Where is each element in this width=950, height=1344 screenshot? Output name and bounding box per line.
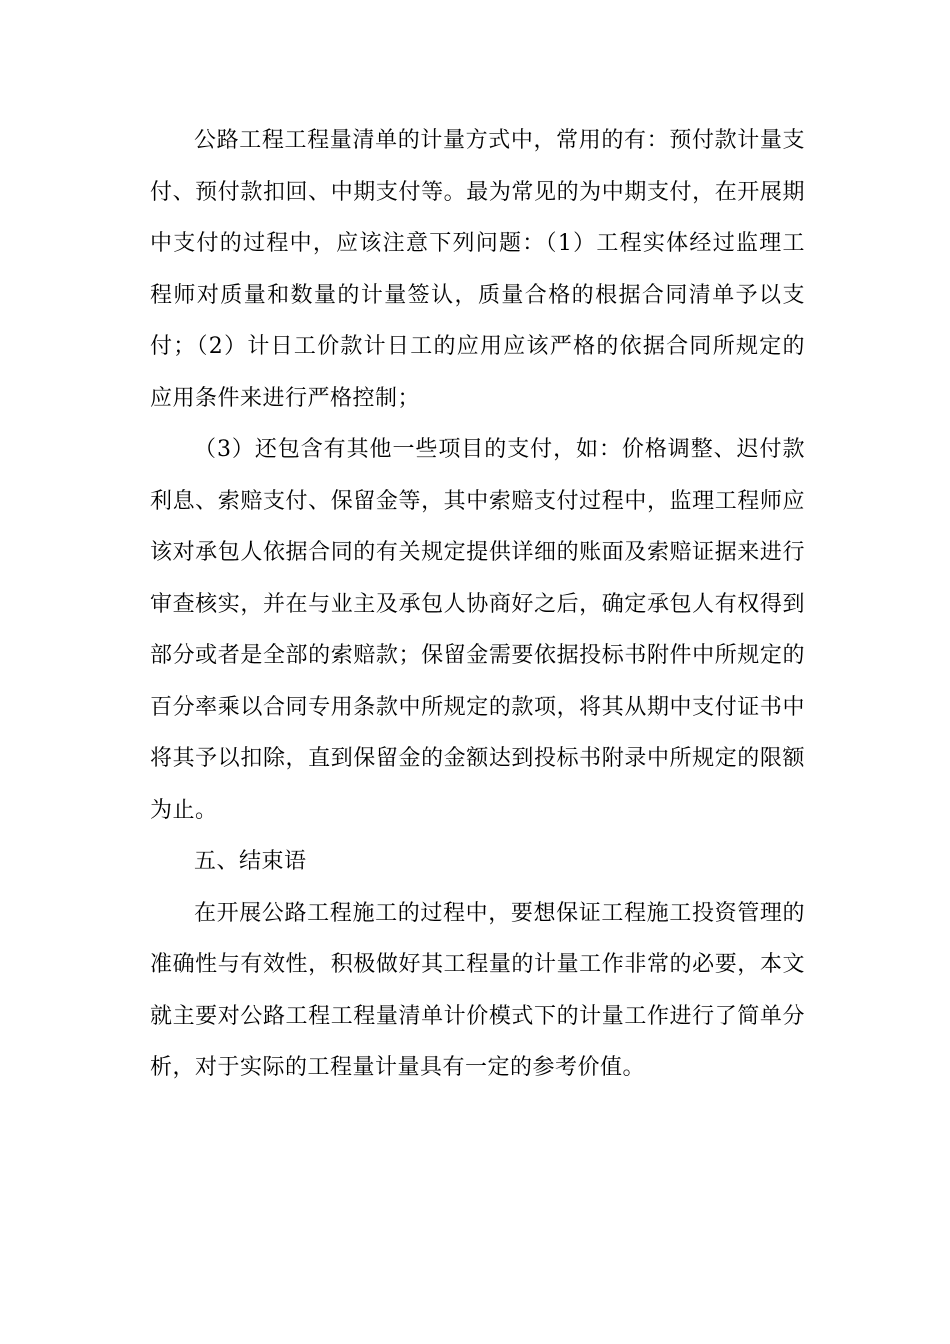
paragraph-other-payments: （3）还包含有其他一些项目的支付，如：价格调整、迟付款利息、索赔支付、保留金等，其中索赔支付过程中，监理工程师应该对承包人依据合同的有关规定提供详细的账面及索赔证据来进行审查核实，并在与业主及承包人协商好之后，确定承包人有权得到部分或者是全部的索赔款；保留金需要依据投标书附件中所规定的百分率乘以合同专用条款中所规定的款项，将其从期中支付证书中将其予以扣除，直到保留金的金额达到投标书附录中所规定的限额为止。 — [150, 437, 805, 823]
paragraph-payment-methods: 公路工程工程量清单的计量方式中，常用的有：预付款计量支付、预付款扣回、中期支付等。最为常见的为中期支付，在开展期中支付的过程中，应该注意下列问题：（1）工程实体经过监理工程师对质量和数量的计量签认，质量合格的根据合同清单予以支付；（2）计日工价款计日工的应用应该严格的依据合同所规定的应用条件来进行严格控制； — [150, 128, 805, 411]
section-heading-conclusion: 五、结束语 — [194, 849, 307, 874]
paragraph-conclusion: 在开展公路工程施工的过程中，要想保证工程施工投资管理的准确性与有效性，积极做好其工程量的计量工作非常的必要，本文就主要对公路工程工程量清单计价模式下的计量工作进行了简单分析，对于实际的工程量计量具有一定的参考价值。 — [150, 900, 805, 1080]
document-page — [150, 115, 805, 1094]
